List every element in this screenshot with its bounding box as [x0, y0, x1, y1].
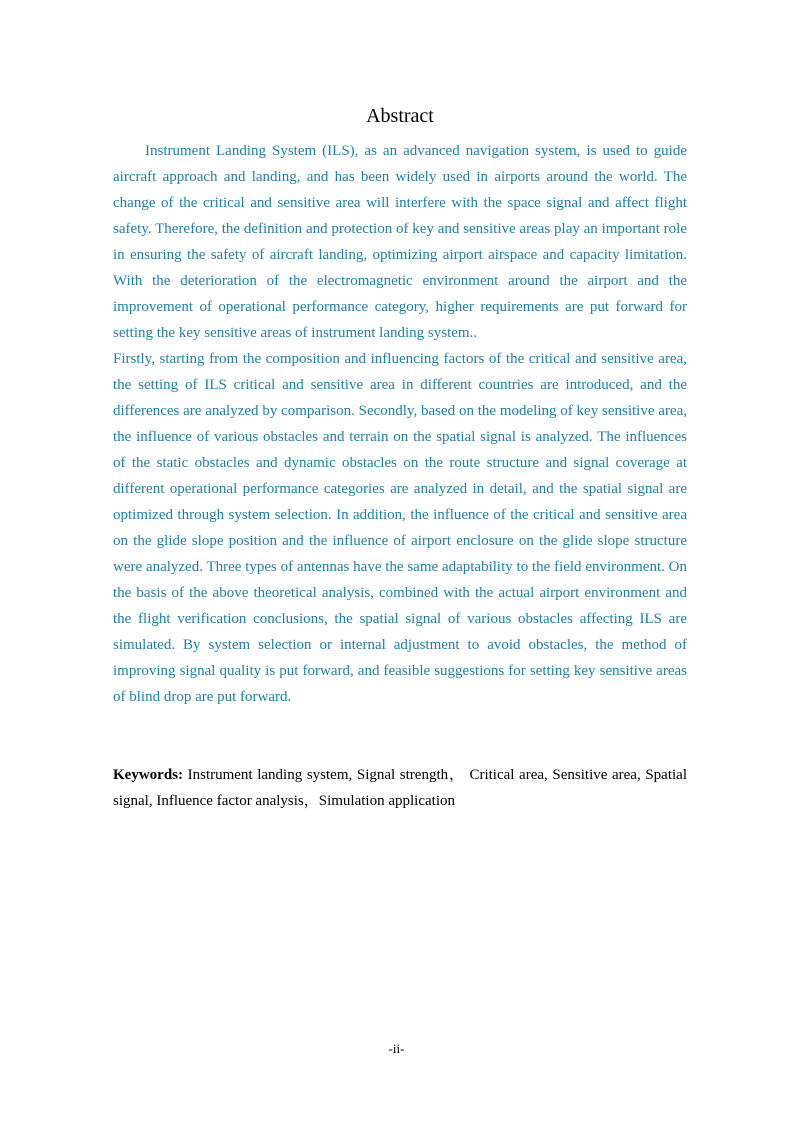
abstract-title: Abstract: [366, 105, 434, 127]
abstract-paragraph-1: Instrument Landing System (ILS), as an advanced navigation system, is used to guide aircraft approach and landing, and has been widely used in airports around the world. The change of the critical and sensitive area will interfere with the space signal and affect flight safety. Therefore, the definition and protection of key and sensitive areas play an important role in ensuring the safety of aircraft landing, optimizing airport airspace and capacity limitation. With the deterioration of the electromagnetic environment around the airport and the improvement of operational performance category, higher requirements are put forward for setting the key sensitive areas of instrument landing system..: [113, 143, 687, 341]
keywords-text: Instrument landing system, Signal strength， Critical area, Sensitive area, Spatial signal, Influence factor analysis，Simulation application: [113, 767, 687, 809]
keywords-line: [113, 762, 687, 814]
keywords-label: Keywords:: [113, 767, 188, 783]
abstract-paragraph-2: Firstly, starting from the composition and influencing factors of the critical and sensitive area, the setting of ILS critical and sensitive area in different countries are introduced, and the differences are analyzed by comparison. Secondly, based on the modeling of key sensitive area, the influence of various obstacles and terrain on the spatial signal is analyzed. The influences of the static obstacles and dynamic obstacles on the route structure and signal coverage at different operational performance categories are analyzed in detail, and the spatial signal are optimized through system selection. In addition, the influence of the critical and sensitive area on the glide slope position and the influence of airport enclosure on the glide slope structure were analyzed. Three types of antennas have the same adaptability to the field environment. On the basis of the above theoretical analysis, combined with the actual airport environment and the flight verification conclusions, the spatial signal of various obstacles affecting ILS are simulated. By system selection or internal adjustment to avoid obstacles, the method of improving signal quality is put forward, and feasible suggestions for setting key sensitive areas of blind drop are put forward.: [113, 351, 687, 705]
abstract-body: [113, 138, 687, 710]
page-number: -ii-: [388, 1041, 405, 1056]
